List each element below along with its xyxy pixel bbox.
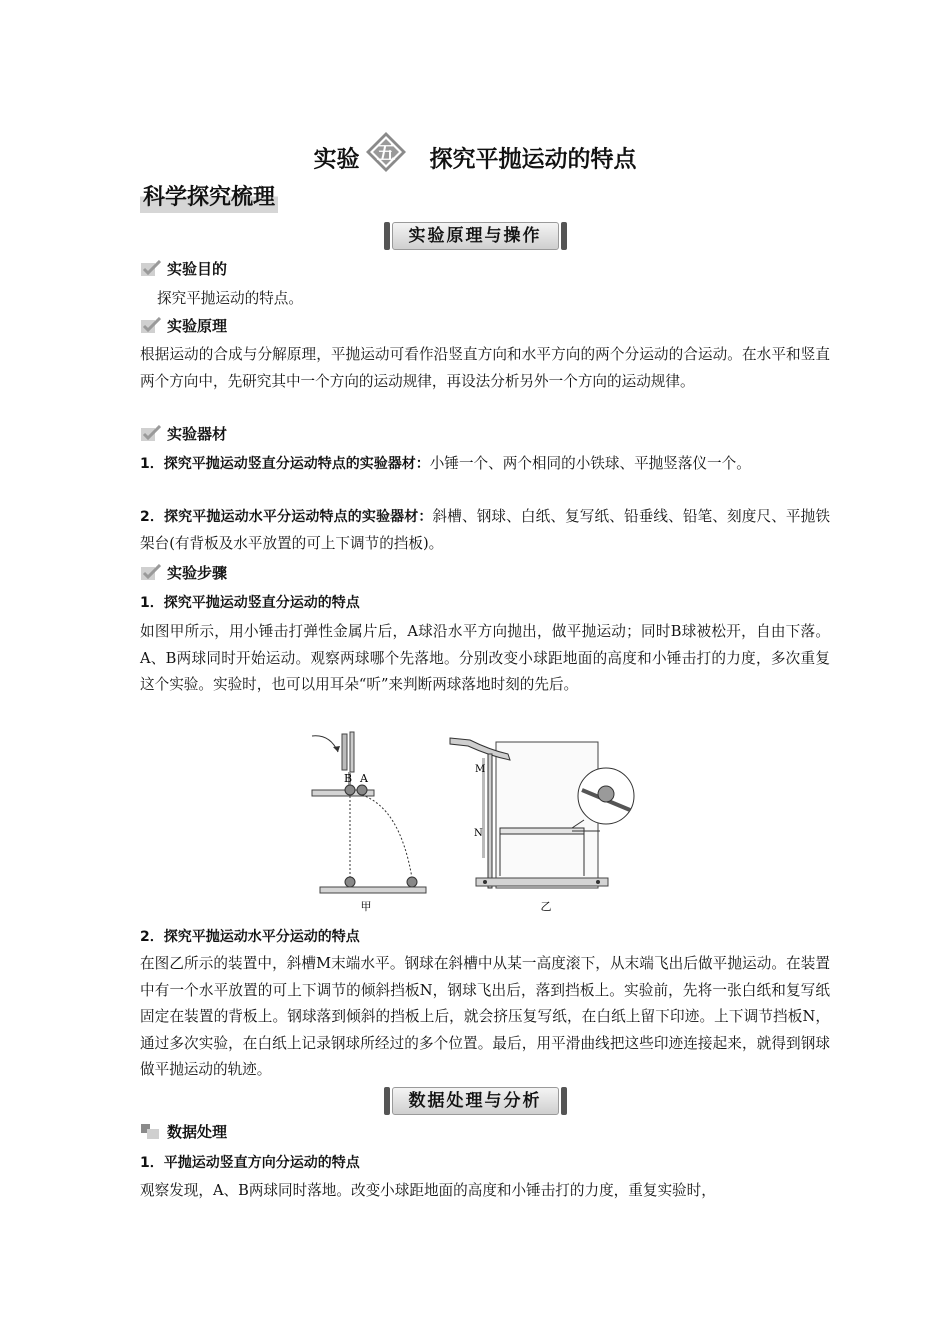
section-data-analysis [0,1087,950,1115]
equipment-item-2: 2．探究平抛运动水平分运动特点的实验器材：斜槽、钢球、白纸、复写纸、铅垂线、铅笔、刻度尺、平抛铁架台(有背板及水平放置的可上下调节的挡板)。 [140,508,830,552]
equipment-item-1: 1．探究平抛运动竖直分运动特点的实验器材：小锤一个、两个相同的小铁球、平抛竖落仪一个。 [140,455,751,472]
square-icon [141,1123,161,1139]
check-icon [141,317,161,333]
step-1-text: 如图甲所示，用小锤击打弹性金属片后，A球沿水平方向抛出，做平抛运动；同时B球被松开，自由下落。A、B两球同时开始运动。观察两球哪个先落地。分别改变小球距地面的高度和小锤击打的力度，多次重复这个实验。实验时，也可以用耳朵“听”来判断两球落地时刻的先后。 [140,623,830,693]
heading-principle: 实验原理 [141,315,227,337]
label-a: A [360,772,368,785]
data-item-1-label: 1．平抛运动竖直方向分运动的特点 [140,1155,360,1171]
label-n: N [474,828,483,839]
check-icon [141,260,161,276]
step-2-label: 2．探究平抛运动水平分运动的特点 [140,929,360,945]
apparatus-left [312,732,426,913]
heading-equipment: 实验器材 [141,423,227,445]
label-m: M [475,764,486,775]
section-banner: 科学探究梳理 [140,183,278,213]
title-prefix: 实验 [313,146,360,173]
apparatus-diagram [300,728,640,914]
step-1-label: 1．探究平抛运动竖直分运动的特点 [140,595,360,611]
title-text: 探究平抛运动的特点 [429,146,637,173]
apparatus-right [450,738,634,913]
apparatus-figure [300,728,640,914]
data-item-1-text: 观察发现，A、B两球同时落地。改变小球距地面的高度和小锤击打的力度，重复实验时， [140,1182,716,1199]
section-pill-label: 数据处理与分析 [392,1087,559,1115]
heading-purpose: 实验目的 [141,258,227,280]
section-principle-operation [0,222,950,250]
caption-left: 甲 [360,900,372,913]
purpose-text: 探究平抛运动的特点。 [157,290,303,307]
caption-right: 乙 [540,900,552,913]
heading-data: 数据处理 [141,1121,227,1143]
label-b: B [344,772,353,785]
principle-text: 根据运动的合成与分解原理，平抛运动可看作沿竖直方向和水平方向的两个分运动的合运动。在水平和竖直两个方向中，先研究其中一个方向的运动规律，再设法分析另外一个方向的运动规律。 [140,346,830,390]
page-title [0,138,950,182]
check-icon [141,425,161,441]
check-icon [141,564,161,580]
badge-number: 五 [375,142,396,164]
heading-steps: 实验步骤 [141,562,227,584]
step-2-text: 在图乙所示的装置中，斜槽M末端水平。钢球在斜槽中从某一高度滚下，从末端飞出后做平抛运动。在装置中有一个水平放置的可上下调节的倾斜挡板N，钢球飞出后，落到挡板上。实验前，先将一张白纸和复写纸固定在装置的背板上。钢球落到倾斜的挡板上后，就会挤压复写纸，在白纸上留下印迹。上下调节挡板N，通过多次实验，在白纸上记录钢球所经过的多个位置。最后，用平滑曲线把这些印迹连接起来，就得到钢球做平抛运动的轨迹。 [140,955,830,1078]
section-pill-label: 实验原理与操作 [392,222,559,250]
experiment-number-badge [364,130,408,174]
